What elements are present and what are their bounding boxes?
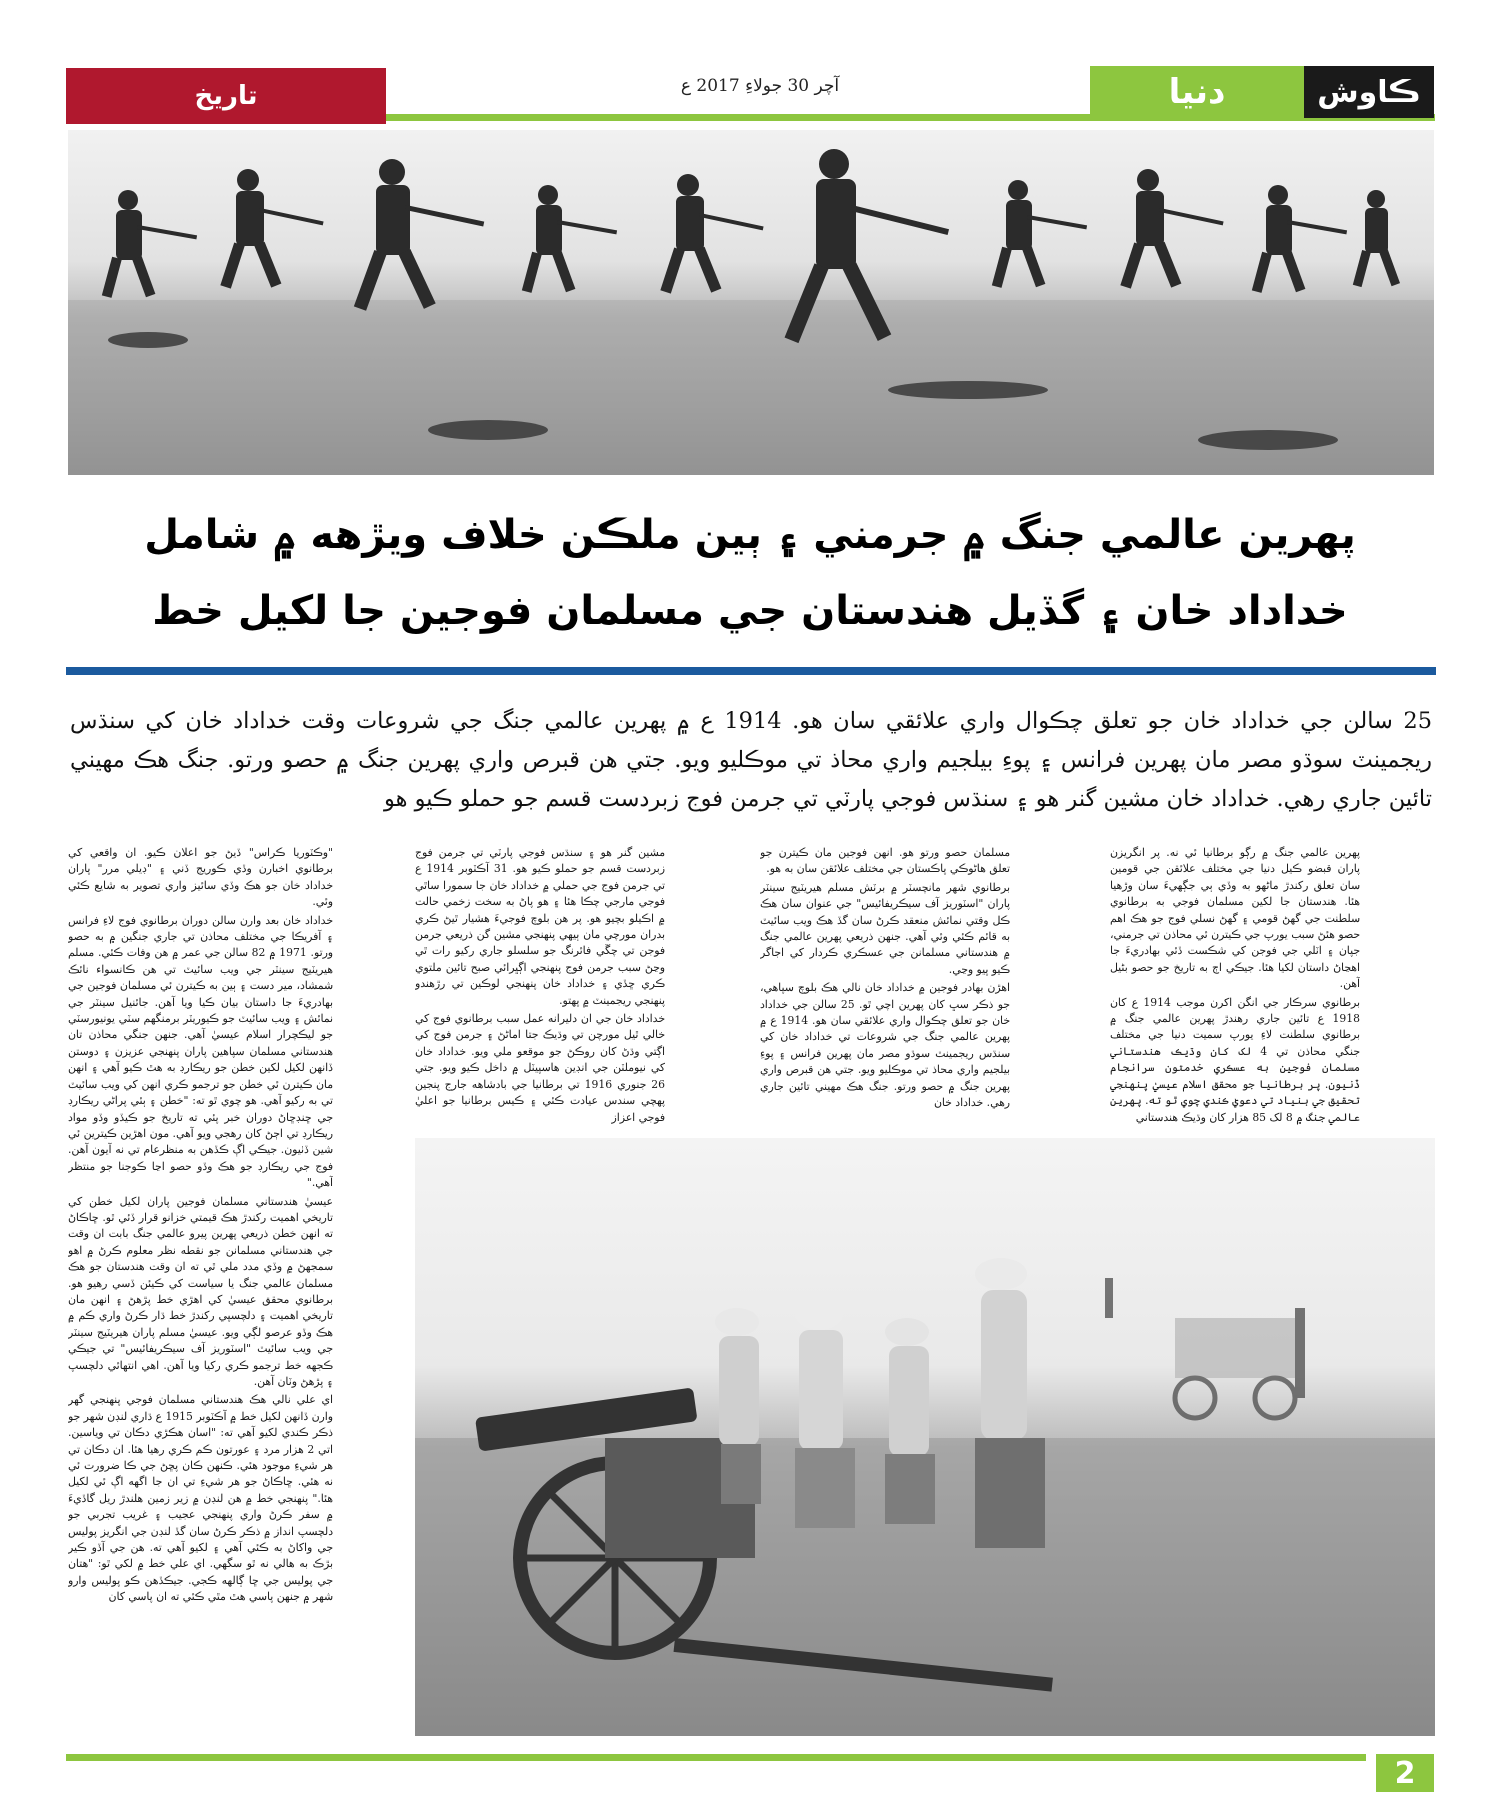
article-column-4 (68, 845, 333, 1735)
headline-line-2: خداداد خان ۽ گڏيل هندستان جي مسلمان فوجين جا لکيل خط (152, 588, 1348, 634)
logo-dunya: دنيا (1090, 66, 1304, 118)
article-column-3 (415, 845, 665, 1135)
headline-rule (66, 667, 1436, 675)
article-column-1 (1110, 845, 1360, 1130)
footer-rule (66, 1754, 1366, 1761)
paragraph: "وڪٽوريا ڪراس" ڏيڻ جو اعلان ڪيو. ان واقعي کي برطانوي اخبارن وڏي ڪوريج ڏني ۽ "ڊيلي مرر" پاران خداداد خان جو هڪ وڏي سائيز واري تصوير به شايع ڪئي وئي. (68, 846, 333, 909)
paragraph: اي علي نالي هڪ هندستاني مسلمان فوجي پنهنجي گهر وارن ڏانهن لکيل خط ۾ آڪٽوبر 1915 ع ڌاري لنڊن شهر جو ذڪر ڪندي لکيو آهي ته: "اسان هڪڙي دڪان تي وياسين. اتي 2 هزار مرد ۽ عورتون ڪم ڪري رهيا هئا. ان دڪان تي هر شيءِ موجود هئي. ڪنهن ڪان پڇڻ جي ڪا ضرورت ئي نه هئي. ڇاڪاڻ جو هر شيءِ تي ان جا اگهه اڳ ئي لکيل هئا." پنهنجي خط ۾ هن لنڊن ۾ زير زمين هلندڙ ريل گاڏيءَ ۾ سفر ڪرڻ واري پنهنجي عجيب ۽ غريب تجربي جو دلچسپ انداز ۾ ذڪر ڪرڻ سان گڏ لنڊن جي انگريز پوليس جي واکاڻ به ڪئي آهي ۽ لکيو آهي ته. هن جي آڏو ڪير بڙڪ به هالي نه ٿو سگهي. اي علي خط ۾ لکي ٿو: "هتان جي پوليس جي ڇا ڳالهه ڪجي. جيڪڏهن ڪو پوليس وارو شهر ۾ جنهن پاسي هٿ مٿي ڪئي ته ان پاسي کان (68, 1393, 333, 1604)
photo-soldiers-charging (68, 130, 1434, 475)
article-column-2 (760, 845, 1010, 1130)
paragraph: عيسيٰ هندستاني مسلمان فوجين پاران لکيل خطن کي تاريخي اهميت رکندڙ هڪ قيمتي خزانو قرار ڏئي ٿو. ڇاڪاڻ ته انهن خطن ذريعي پهرين پيرو عالمي جنگ بابت ان وقت جي هندستاني مسلمانن جو نقطه نظر معلوم ڪرڻ ۾ اهو سمجهڻ ۾ وڏي مدد ملي ٿي ته ان وقت هندستان جو هڪ مسلمان عالمي جنگ يا سياست کي ڪيئن ڏسي رهيو هو. برطانوي محقق عيسيٰ کي اهڙي خط پڙهڻ ۽ انهن مان تاريخي اهميت ۽ دلچسپي رکندڙ خط ڌار ڪرڻ واري ڪم ۾ هڪ وڏو عرصو لڳي ويو. عيسيٰ مسلم پاران هيريٽيج سينٽر جي ويب سائيٽ "اسٽوريز آف سيڪريفائيس" تي جيڪي ڪجهه خط ترجمو ڪري رکيا ويا آهن. اهي انتهائي دلچسپ ۽ پڙهڻ وٽان آهن. (68, 1194, 333, 1388)
logo-kawish: ڪاوش (1304, 66, 1434, 118)
masthead-logo (1090, 66, 1434, 118)
paragraph: برطانوي شهر مانچسٽر ۾ برٽش مسلم هيريٽيج سينٽر پاران "اسٽوريز آف سيڪريفائيس" جي عنوان سان هڪ ڪل وقتي نمائش منعقد ڪرڻ سان گڏ هڪ ويب سائيٽ به قائم ڪئي وئي آهي. جنهن ذريعي پهرين عالمي جنگ ۾ هندستاني مسلمانن جي عسڪري ڪردار کي اجاگر ڪيو پيو وڃي. (760, 880, 1010, 976)
paragraph: پهرين عالمي جنگ ۾ رڳو برطانيا ئي نه. پر انگريزن پاران قبضو ڪيل دنيا جي مختلف علائقن جي قومين سان تعلق رکندڙ ماڻهو به وڏي ٻي جڳهيءَ سان وڙهيا هئا. هندستان جا لکين مسلمان فوجي به برطانوي سلطنت جي گهڻ قومي ۽ گهڻ نسلي فوج جو هڪ اهم حصو هئڻ سبب يورپ جي ڪيترن ئي محاذن تي جرمني، جپان ۽ اٽلي جي فوجن کي شڪست ڏئي بهادريءَ جا اهڃاڻ داستان لکيا هئا. جيڪي اڄ به تاريخ جو حصو بڻيل آهن. (1110, 846, 1360, 991)
page-number: 2 (1376, 1754, 1434, 1792)
paragraph: خداداد خان جي ان دليرانه عمل سبب برطانوي فوج کي خالي ٿيل مورچن تي وڌيڪ جتا اماڻڻ ۽ جرمن فوج کي اڳتي وڌڻ کان روڪڻ جو موقعو ملي ويو. خداداد خان کي نيوملٽن جي انڊين هاسپيٽل ۾ داخل ڪيو ويو. جتي 26 جنوري 1916 تي برطانيا جي بادشاهه جارج پنجين پهچي سندس عيادت ڪئي ۽ ڪيس برطانيا جو اعليٰ فوجي اعزاز (415, 1012, 665, 1124)
paragraph: مسلمان حصو ورتو هو. انهن فوجين مان ڪيترن جو تعلق هاڻوڪي پاڪستان جي مختلف علائقن سان به هو. (760, 846, 1010, 876)
section-label: تاريخ (66, 68, 386, 124)
paragraph: مشين گنر هو ۽ سنڌس فوجي پارٽي تي جرمن فوج زبردست قسم جو حملو ڪيو هو. 31 آڪٽوبر 1914 ع تي جرمن فوج جي حملي ۾ خداداد خان جا سمورا ساٿي فوجي مارجي چڪا هئا ۽ هو پاڻ به سخت زخمي حالت ۾ اڪيلو بچيو هو. پر هن بلوچ فوجيءَ هشيار ٿيڻ ڪري بدران مورچي مان ٻيهي پنهنجي مشين گن ذريعي جرمن فوجن تي چڱي فائرنگ جو سلسلو جاري رکيو رات ٿي وڃڻ سبب جرمن فوج پنهنجي اڳڀرائي صبح تائين ملتوي ڪري ڇڏي ۽ خداداد خان پنهنجي لوڪين تي رڙهندو پنهنجي ريجمينٽ ۾ پهتو. (415, 846, 665, 1007)
headline-line-1: پهرين عالمي جنگ ۾ جرمني ۽ ٻين ملڪن خلاف ويڙهه ۾ شامل (144, 512, 1356, 558)
intro-paragraph: 25 سالن جي خداداد خان جو تعلق چڪوال واري علائقي سان هو. 1914 ع ۾ پهرين عالمي جنگ جي شروعات وقت خداداد خان کي سنڌس ريجمينٽ سوڌو مصر مان پهرين فرانس ۽ پوءِ بيلجيم واري محاذ تي موڪليو ويو. جتي هن قبرص واري پهرين جنگ ۾ حصو ورتو. جنگ هڪ مهيني تائين جاري رهي. خداداد خان مشين گنر هو ۽ سنڌس فوجي پارٽي تي جرمن فوج زبردست قسم جو حملو ڪيو هو (70, 708, 1433, 812)
paragraph: اهڙن بهادر فوجين ۾ خداداد خان نالي هڪ بلوچ سپاهي، جو ذڪر سڀ کان پهرين اچي ٿو. 25 سالن جي خداداد خان جو تعلق چڪوال واري علائقي سان هو. 1914 ع ۾ پهرين عالمي جنگ جي شروعات تي خداداد خان کي سنڌس ريجمينٽ سوڌو مصر مان پهرين فرانس ۽ پوءِ بيلجيم واري محاذ تي موڪليو ويو. جتي هن قبرص واري پهرين جنگ ۾ حصو ورتو. جنگ هڪ مهيني تائين جاري رهي. خداداد خان (760, 981, 1010, 1110)
paragraph: برطانوي سرڪار جي انگن اکرن موجب 1914 ع کان 1918 ع تائين جاري رهندڙ پهرين عالمي جنگ ۾ برطانوي سلطنت لاءِ يورپ سميت دنيا جي مختلف جنگي محاذن تي 4 لک کان وڌيڪ هندستاني مسلمان فوجين به عسڪري خدمتون سرانجام ڏنيون. پر برطانيا جو محقق اسلام عيسيٰ پنهنجي تحقيق جي بنياد تي دعويٰ ڪندي چوي ٿو ته. پهرين عالمي جنگ ۾ 8 لک 85 هزار کان وڌيڪ هندستاني (1110, 995, 1360, 1124)
paragraph: خداداد خان بعد وارن سالن دوران برطانوي فوج لاءِ فرانس ۽ آفريڪا جي مختلف محاذن تي جاري جنگين ۾ به حصو ورتو. 1971 ۾ 82 سالن جي عمر ۾ هن وفات ڪئي. مسلم هيريٽيج سينٽر جي ويب سائيٽ تي هن ڪانسواء نائڪ شمشاد، مير دست ۽ ٻين به ڪيترن ئي مسلمان فوجين جي بهادريءَ جا داستان بيان ڪيا ويا آهن. جائنيل سينٽر جي نمائش ۽ ويب سائيٽ جو ڪيوريٽر برمنگهم سٽي يونيورسٽي جو ليڪچرار اسلام عيسيٰ آهي. جنهن جنگي محاذن تان هندستاني مسلمان سپاهين پاران پنهنجي عزيزن ۽ دوستن ڏانهن لکيل لکين خطن جو ريڪارڊ به هٿ ڪيو آهي ۽ انهن مان ڪيترن ئي خطن جو ترجمو ڪري انهن کي ويب سائيٽ تي به رکيو آهي. هو چوي ٿو ته: "خطن ۽ ٻئي پراڻي ريڪارڊ جي ڇنڊڇاڻ دوران خبر پئي ته تاريخ جو ڪيڏو وڏو مواد ريڪارڊ تي اڄڻ کان رهجي ويو آهي. مون اهڙين ڪيترين ئي شين ڏٺيون. جيڪي اڳ ڪڏهن به منظرعام تي نه آيون آهن. فوج جي ريڪارڊ جو هڪ وڏو حصو اڃا ڪوجنا جو منتظر آهي." (68, 913, 333, 1190)
photo-artillery-crew (415, 1138, 1435, 1736)
issue-date: آچر 30 جولاءِ 2017 ع (680, 76, 840, 96)
